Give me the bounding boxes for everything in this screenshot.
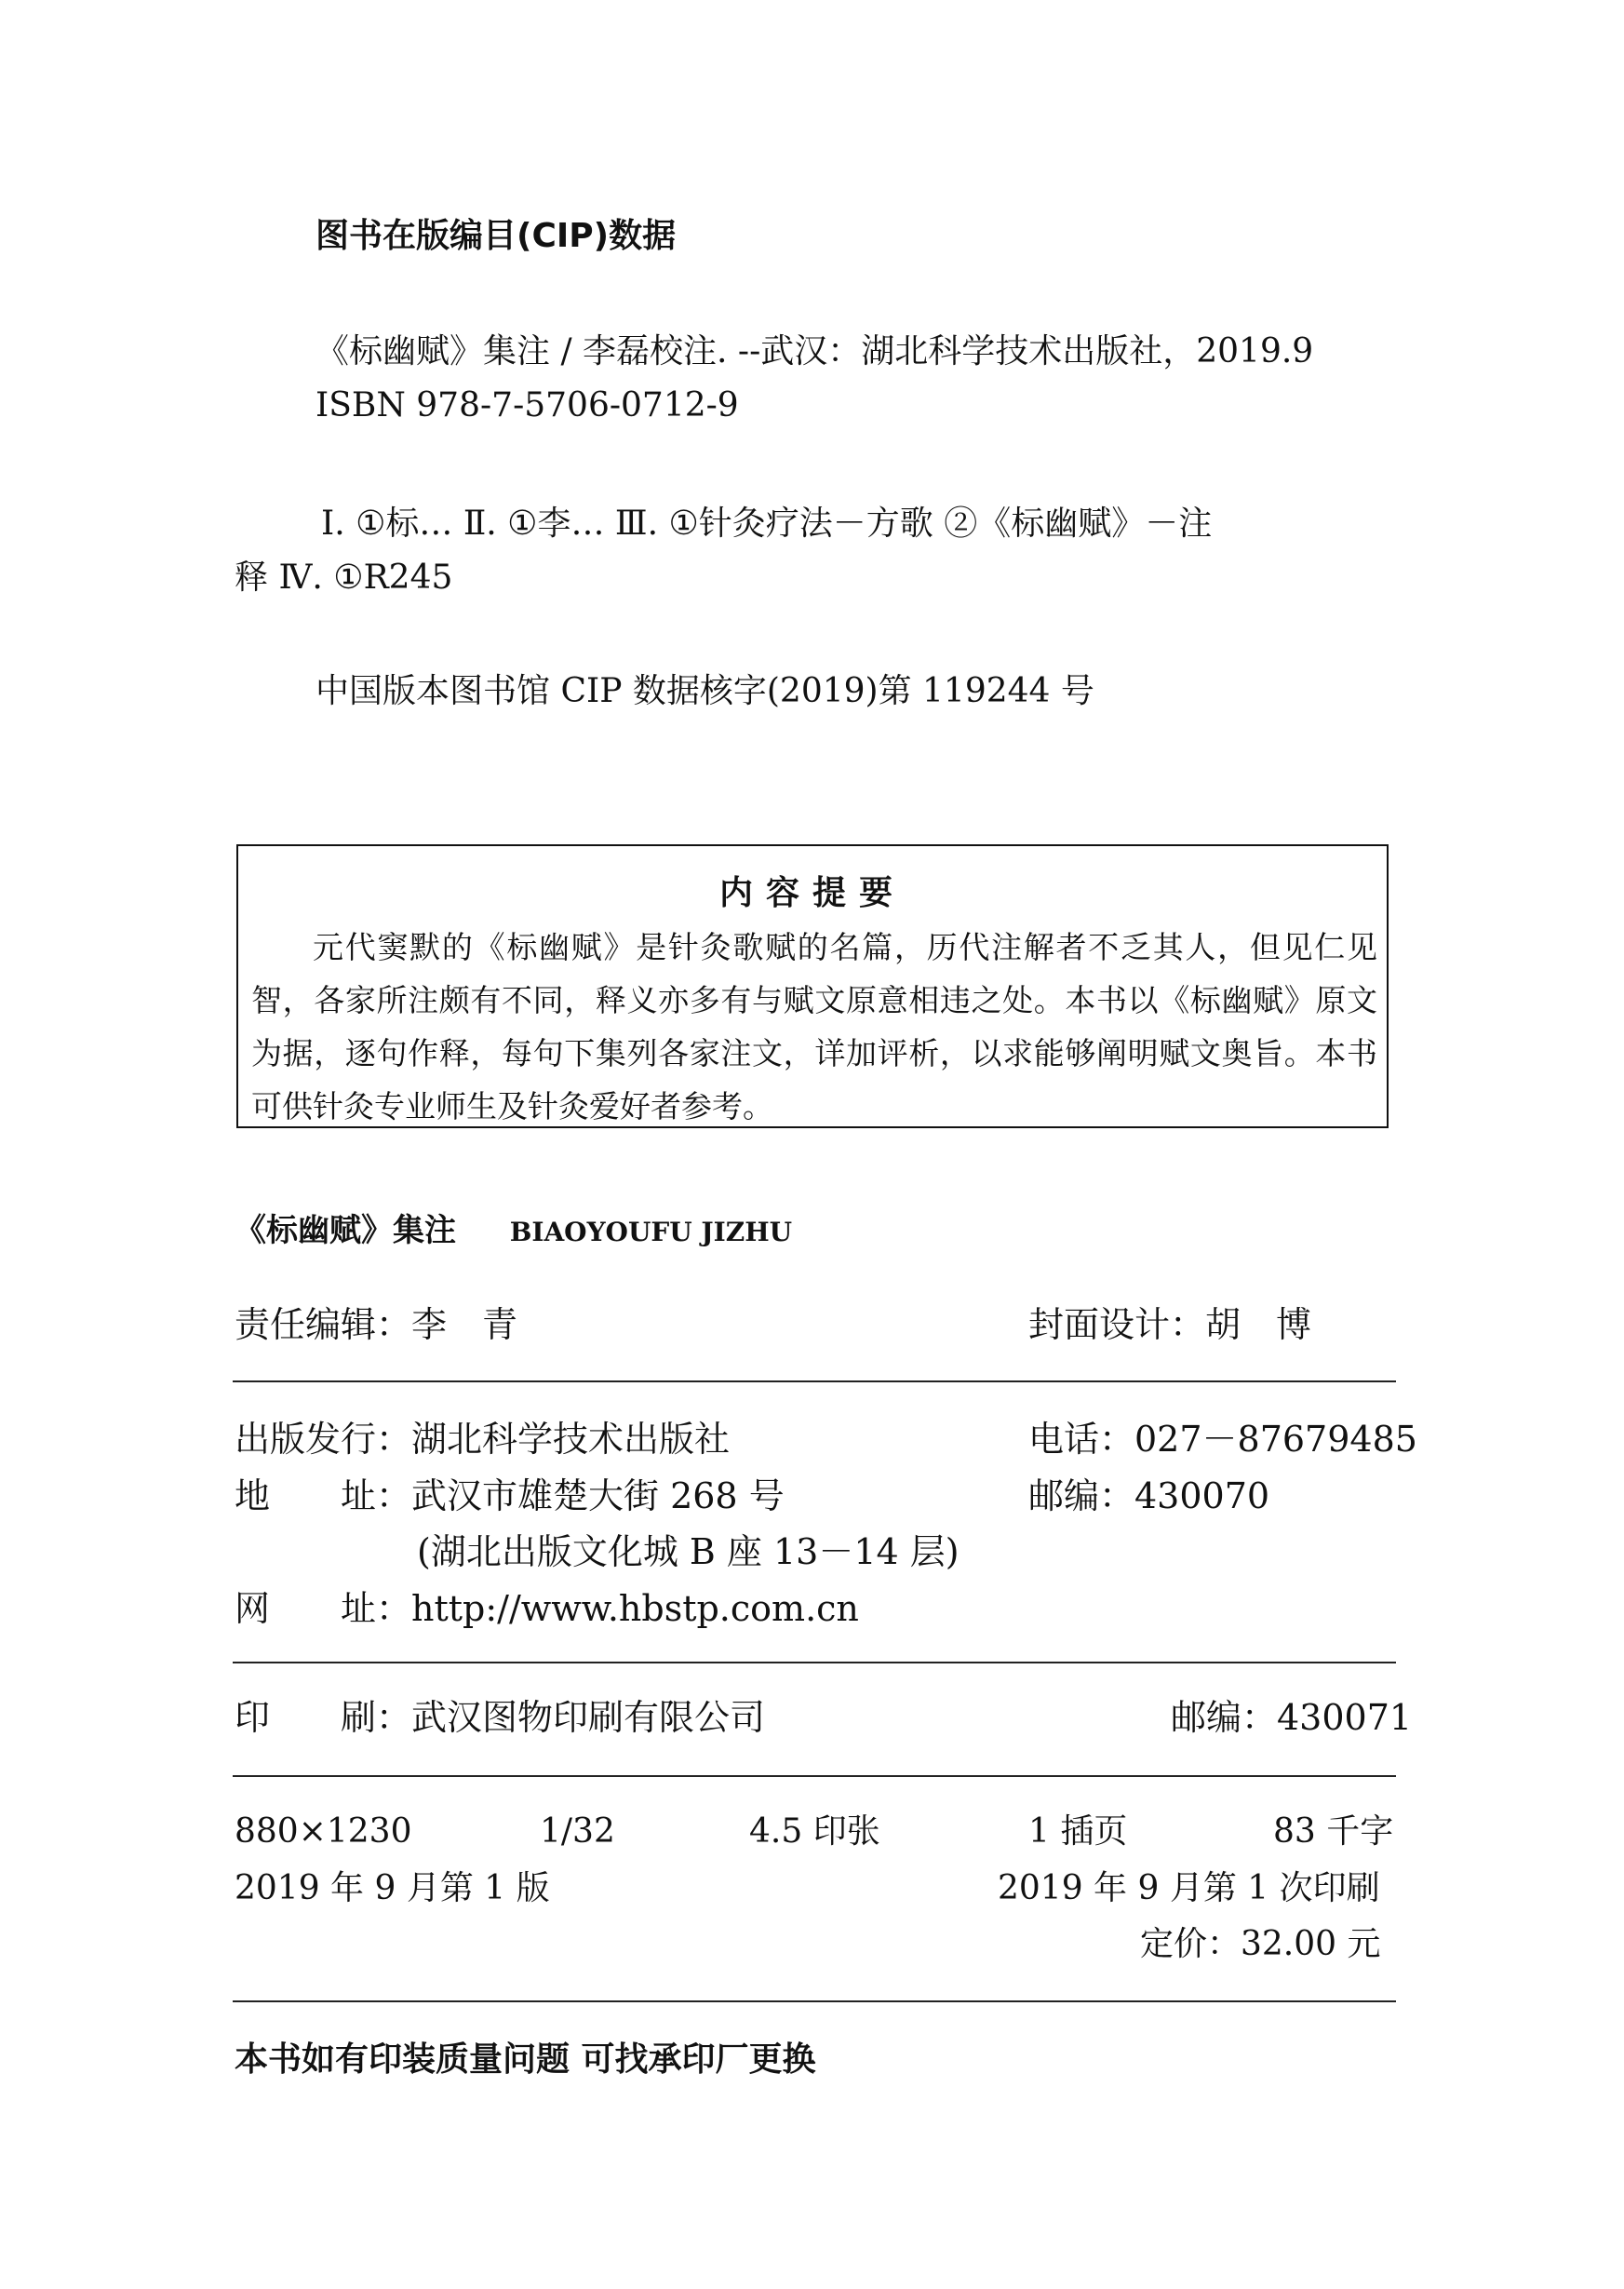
cip-subject-line1: Ⅰ. ①标… Ⅱ. ①李… Ⅲ. ①针灸疗法－方歌 ②《标幽赋》－注 bbox=[321, 505, 1213, 543]
publisher-line: 出版发行：湖北科学技术出版社 bbox=[235, 1419, 731, 1460]
cover-design-credit: 封面设计：胡 博 bbox=[1028, 1304, 1312, 1345]
cip-subject-line2: 释 Ⅳ. ①R245 bbox=[235, 559, 453, 597]
printer-line: 印 刷：武汉图物印刷有限公司 bbox=[235, 1697, 766, 1738]
publisher-phone: 电话：027－87679485 bbox=[1028, 1419, 1417, 1460]
book-title-cn: 《标幽赋》集注 bbox=[235, 1212, 456, 1249]
cip-entry-line: 《标幽赋》集注 / 李磊校注. --武汉：湖北科学技术出版社，2019.9 bbox=[315, 332, 1314, 370]
editor-credit: 责任编辑：李 青 bbox=[235, 1304, 518, 1345]
quality-notice: 本书如有印装质量问题 可找承印厂更换 bbox=[235, 2040, 816, 2079]
summary-title: 内容提要 bbox=[718, 874, 906, 912]
spec-sheets: 4.5 印张 bbox=[749, 1812, 880, 1851]
publisher-website: 网 址：http://www.hbstp.com.cn bbox=[235, 1588, 859, 1629]
divider-2 bbox=[233, 1662, 1396, 1663]
publisher-postcode: 邮编：430070 bbox=[1028, 1475, 1270, 1516]
spec-words: 83 千字 bbox=[1273, 1812, 1394, 1851]
spec-inserts: 1 插页 bbox=[1028, 1812, 1128, 1851]
divider-4 bbox=[233, 2000, 1396, 2002]
divider-3 bbox=[233, 1775, 1396, 1777]
printer-postcode: 邮编：430071 bbox=[1171, 1697, 1413, 1738]
book-title-pinyin: BIAOYOUFU JIZHU bbox=[509, 1217, 793, 1247]
book-title bbox=[235, 1212, 793, 1249]
cip-heading: 图书在版编目(CIP)数据 bbox=[315, 217, 677, 255]
cip-record-number: 中国版本图书馆 CIP 数据核字(2019)第 119244 号 bbox=[315, 672, 1094, 710]
spec-price: 定价：32.00 元 bbox=[1140, 1925, 1381, 1963]
spec-printing: 2019 年 9 月第 1 次印刷 bbox=[998, 1869, 1380, 1907]
spec-fold: 1/32 bbox=[540, 1812, 615, 1851]
divider-1 bbox=[233, 1380, 1396, 1382]
cip-isbn: ISBN 978-7-5706-0712-9 bbox=[315, 386, 739, 424]
summary-box bbox=[236, 844, 1389, 1128]
spec-format: 880×1230 bbox=[235, 1812, 412, 1851]
summary-text: 元代窦默的《标幽赋》是针灸歌赋的名篇，历代注解者不乏其人，但见仁见智，各家所注颇有不同，释义亦多有与赋文原意相违之处。本书以《标幽赋》原文为据，逐句作释，每句下集列各家注文，详加评析，以求能够阐明赋文奥旨。本书可供针灸专业师生及针灸爱好者参考。 bbox=[251, 929, 1377, 1124]
spec-edition: 2019 年 9 月第 1 版 bbox=[235, 1869, 550, 1907]
publisher-address: 地 址：武汉市雄楚大街 268 号 bbox=[235, 1475, 785, 1516]
publisher-address-note: (湖北出版文化城 B 座 13－14 层) bbox=[417, 1531, 960, 1572]
